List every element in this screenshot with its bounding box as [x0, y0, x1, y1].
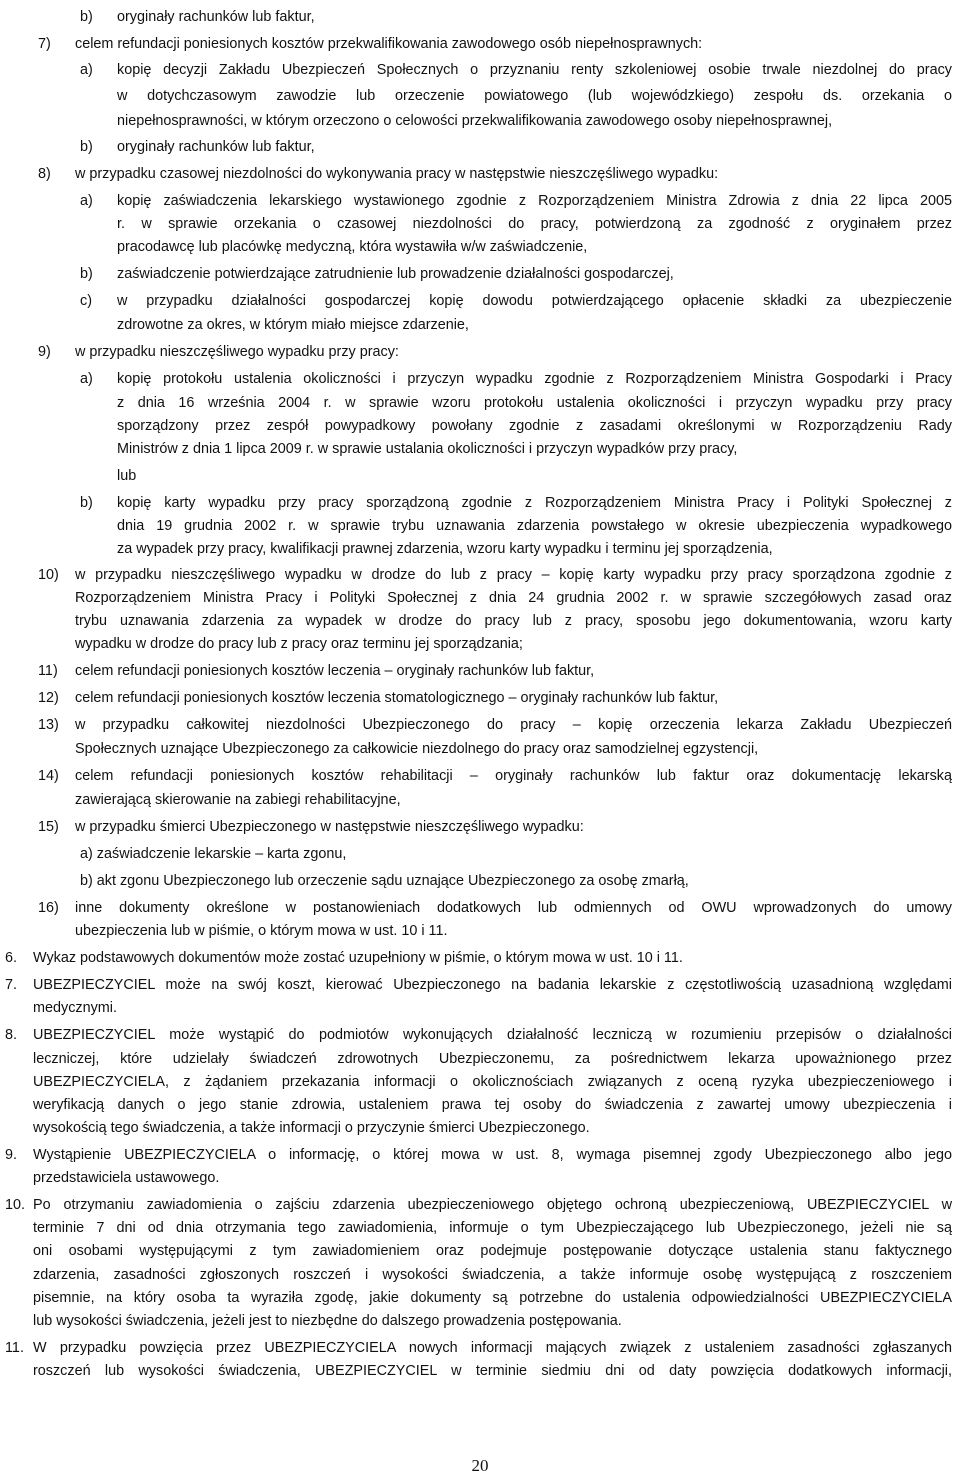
list-marker: 11.: [5, 1340, 24, 1356]
list-marker: 16): [38, 900, 59, 916]
list-marker: c): [80, 293, 92, 309]
list-marker: 6.: [5, 950, 18, 966]
text-line: b) akt zgonu Ubezpieczonego lub orzeczenie sądu uznające Ubezpieczonego za osobę zmarłą,: [80, 873, 689, 889]
text-line: inne dokumenty określone w postanowieniach dodatkowych lub odmiennych od OWU wprowadzonych do umowy: [75, 900, 952, 916]
list-marker: 12): [38, 690, 59, 706]
list-marker: b): [80, 139, 93, 155]
list-marker: b): [80, 495, 93, 511]
text-line: wypadku w drodze do pracy lub z pracy oraz terminu jej sporządzania;: [75, 636, 523, 652]
text-line: kopię zaświadczenia lekarskiego wystawionego zgodnie z Rozporządzeniem Ministra Zdrowia z dnia 22 lipca 2005: [117, 193, 952, 209]
text-line: UBEZPIECZYCIELA, z żądaniem przekazania informacji o okolicznościach związanych z oceną ryzyka ubezpieczeniowego i: [33, 1074, 952, 1090]
text-line: w przypadku nieszczęśliwego wypadku w drodze do lub z pracy – kopię karty wypadku przy pracy sporządzona zgodnie z: [75, 567, 952, 583]
text-line: Społecznych uznające Ubezpieczonego za całkowicie niezdolnego do pracy oraz samodzielnej egzystencji,: [75, 741, 759, 757]
list-marker: 8): [38, 166, 51, 182]
list-marker: a): [80, 62, 93, 78]
text-line: pisemnie, na który osoba ta wyraziła zgodę, jakie dokumenty są potrzebne do ustalenia odpowiedzialności UBEZPIECZYCIELA: [33, 1290, 952, 1306]
text-line: Po otrzymaniu zawiadomienia o zajściu zdarzenia ubezpieczeniowego objętego ochroną ubezpieczeniową, UBEZPIECZYCIEL w: [33, 1197, 952, 1213]
text-line: w dotychczasowym zawodzie lub orzeczenie powiatowego (lub wojewódzkiego) zespołu ds. orzekania o: [117, 88, 952, 104]
text-line: w przypadku śmierci Ubezpieczonego w następstwie nieszczęśliwego wypadku:: [75, 819, 584, 835]
text-line: Rozporządzeniem Ministra Pracy i Polityki Społecznej z dnia 24 grudnia 2002 r. w sprawie szczegółowych zasad oraz: [75, 590, 952, 606]
text-line: kopię karty wypadku przy pracy sporządzoną zgodnie z Rozporządzeniem Ministra Pracy i Polityki Społecznej z: [117, 495, 952, 511]
text-line: kopię protokołu ustalenia okoliczności i przyczyn wypadku zgodnie z Rozporządzeniem Ministra Gospodarki i Pracy: [117, 371, 952, 387]
text-line: zdarzenia, zasadności zgłoszonych roszczeń i wysokości świadczenia, a także informuje osobę występującą z roszczeniem: [33, 1267, 952, 1283]
text-line: w przypadku czasowej niezdolności do wykonywania pracy w następstwie nieszczęśliwego wypadku:: [75, 166, 719, 182]
text-line: wysokością tego świadczenia, a także informacji o przyczynie śmierci Ubezpieczonego.: [33, 1120, 590, 1136]
text-line: niepełnosprawności, w którym orzeczono o celowości przekwalifikowania zawodowego osoby niepełnosprawnej,: [117, 113, 833, 129]
list-marker: 9): [38, 344, 51, 360]
text-line: roszczeń lub wysokości świadczenia, UBEZPIECZYCIEL w terminie siedmiu dni od daty powzięcia dodatkowych informacji,: [33, 1363, 952, 1379]
text-line: r. w sprawie orzekania o czasowej niezdolności do pracy, potwierdzoną za zgodność z oryginałem przez: [117, 216, 952, 232]
text-line: Wystąpienie UBEZPIECZYCIELA o informację, o której mowa w ust. 8, wymaga pisemnej zgody Ubezpieczonego albo jego: [33, 1147, 952, 1163]
text-line: Wykaz podstawowych dokumentów może zostać uzupełniony w piśmie, o którym mowa w ust. 10 i 11.: [33, 950, 683, 966]
text-line: weryfikacją danych o jego stanie zdrowia, ustaleniem prawa tej osoby do świadczenia z zawartej umowy ubezpieczenia i: [33, 1097, 952, 1113]
text-line: z dnia 16 września 2004 r. w sprawie wzoru protokołu ustalenia okoliczności i przyczyn wypadku przy pracy: [117, 395, 952, 411]
list-marker: 10): [38, 567, 59, 583]
text-line: oryginały rachunków lub faktur,: [117, 139, 315, 155]
list-marker: 8.: [5, 1027, 18, 1043]
list-marker: 10.: [5, 1197, 26, 1213]
page-number: 20: [471, 1456, 489, 1475]
text-line: lub wysokości świadczenia, jeżeli jest to niezbędne do dalszego prowadzenia postępowania.: [33, 1313, 622, 1329]
text-line: kopię decyzji Zakładu Ubezpieczeń Społecznych o przyznaniu renty szkoleniowej osobie trwale niezdolnej do pracy: [117, 62, 952, 78]
text-line: ubezpieczenia lub w piśmie, o którym mowa w ust. 10 i 11.: [75, 923, 448, 939]
list-marker: 14): [38, 768, 59, 784]
text-line: w przypadku całkowitej niezdolności Ubezpieczonego do pracy – kopię orzeczenia lekarza Zakładu Ubezpieczeń: [75, 717, 952, 733]
list-marker: b): [80, 266, 93, 282]
text-line: zawierającą skierowanie na zabiegi rehabilitacyjne,: [75, 792, 401, 808]
text-line: leczniczej, które udzielały świadczeń zdrowotnych Ubezpieczonemu, za pośrednictwem lekarza upoważnionego przez: [33, 1051, 952, 1067]
text-line: UBEZPIECZYCIEL może wystąpić do podmiotów wykonujących działalność leczniczą w rozumieniu przepisów o działalności: [33, 1027, 952, 1043]
text-line: celem refundacji poniesionych kosztów leczenia – oryginały rachunków lub faktur,: [75, 663, 595, 679]
text-line: oni osobami występującymi z tym zawiadomieniem oraz podejmuje postępowanie dotyczące ustalenia stanu faktycznego: [33, 1243, 952, 1259]
text-line: w przypadku działalności gospodarczej kopię dowodu potwierdzającego opłacenie składki za ubezpieczenie: [117, 293, 952, 309]
text-line: przedstawiciela ustawowego.: [33, 1170, 220, 1186]
text-line: za wypadek przy pracy, kwalifikacji prawnej zdarzenia, wzoru karty wypadku i terminu jej sporządzenia,: [117, 541, 773, 557]
text-line: Ministrów z dnia 1 lipca 2009 r. w sprawie ustalania okoliczności i przyczyn wypadków przy pracy,: [117, 441, 738, 457]
text-line: W przypadku powzięcia przez UBEZPIECZYCIELA nowych informacji mających związek z ustaleniem zasadności zgłaszanych: [33, 1340, 952, 1356]
text-line: medycznymi.: [33, 1000, 117, 1016]
text-line: oryginały rachunków lub faktur,: [117, 9, 315, 25]
text-line: UBEZPIECZYCIEL może na swój koszt, kierować Ubezpieczonego na badania lekarskie z częstotliwością uzasadnioną względami: [33, 977, 952, 993]
text-line: zdrowotne za okres, w którym miało miejsce zdarzenie,: [117, 317, 469, 333]
text-line: trybu uznawania zdarzenia za wypadek w drodze do pracy lub z pracy, sposobu jego dokumentowania, wzoru karty: [75, 613, 952, 629]
list-marker: 7): [38, 36, 51, 52]
list-marker: b): [80, 9, 93, 25]
text-line: lub: [117, 468, 137, 484]
text-line: celem refundacji poniesionych kosztów rehabilitacji – oryginały rachunków lub faktur oraz dokumentację lekarską: [75, 768, 952, 784]
text-line: celem refundacji poniesionych kosztów przekwalifikowania zawodowego osób niepełnosprawnych:: [75, 36, 703, 52]
text-line: sporządzony przez zespół powypadkowy powołany zgodnie z zasadami określonymi w Rozporządzeniu Rady: [117, 418, 952, 434]
list-marker: 11): [38, 663, 58, 679]
text-line: terminie 7 dni od dnia otrzymania tego zawiadomienia, informuje o tym Ubezpieczającego lub Ubezpieczonego, jeżeli nie są: [33, 1220, 952, 1236]
list-marker: 13): [38, 717, 59, 733]
text-line: pracodawcę lub placówkę medyczną, która wystawiła w/w zaświadczenie,: [117, 239, 588, 255]
text-line: zaświadczenie potwierdzające zatrudnienie lub prowadzenie działalności gospodarczej,: [117, 266, 674, 282]
list-marker: a): [80, 193, 93, 209]
list-marker: 9.: [5, 1147, 18, 1163]
text-line: a) zaświadczenie lekarskie – karta zgonu,: [80, 846, 347, 862]
text-line: w przypadku nieszczęśliwego wypadku przy pracy:: [75, 344, 399, 360]
list-marker: 7.: [5, 977, 18, 993]
list-marker: a): [80, 371, 93, 387]
text-line: celem refundacji poniesionych kosztów leczenia stomatologicznego – oryginały rachunków lub faktur,: [75, 690, 719, 706]
list-marker: 15): [38, 819, 59, 835]
text-line: dnia 19 grudnia 2002 r. w sprawie trybu uznawania zdarzenia powstałego w okresie ubezpieczenia wypadkowego: [117, 518, 952, 534]
